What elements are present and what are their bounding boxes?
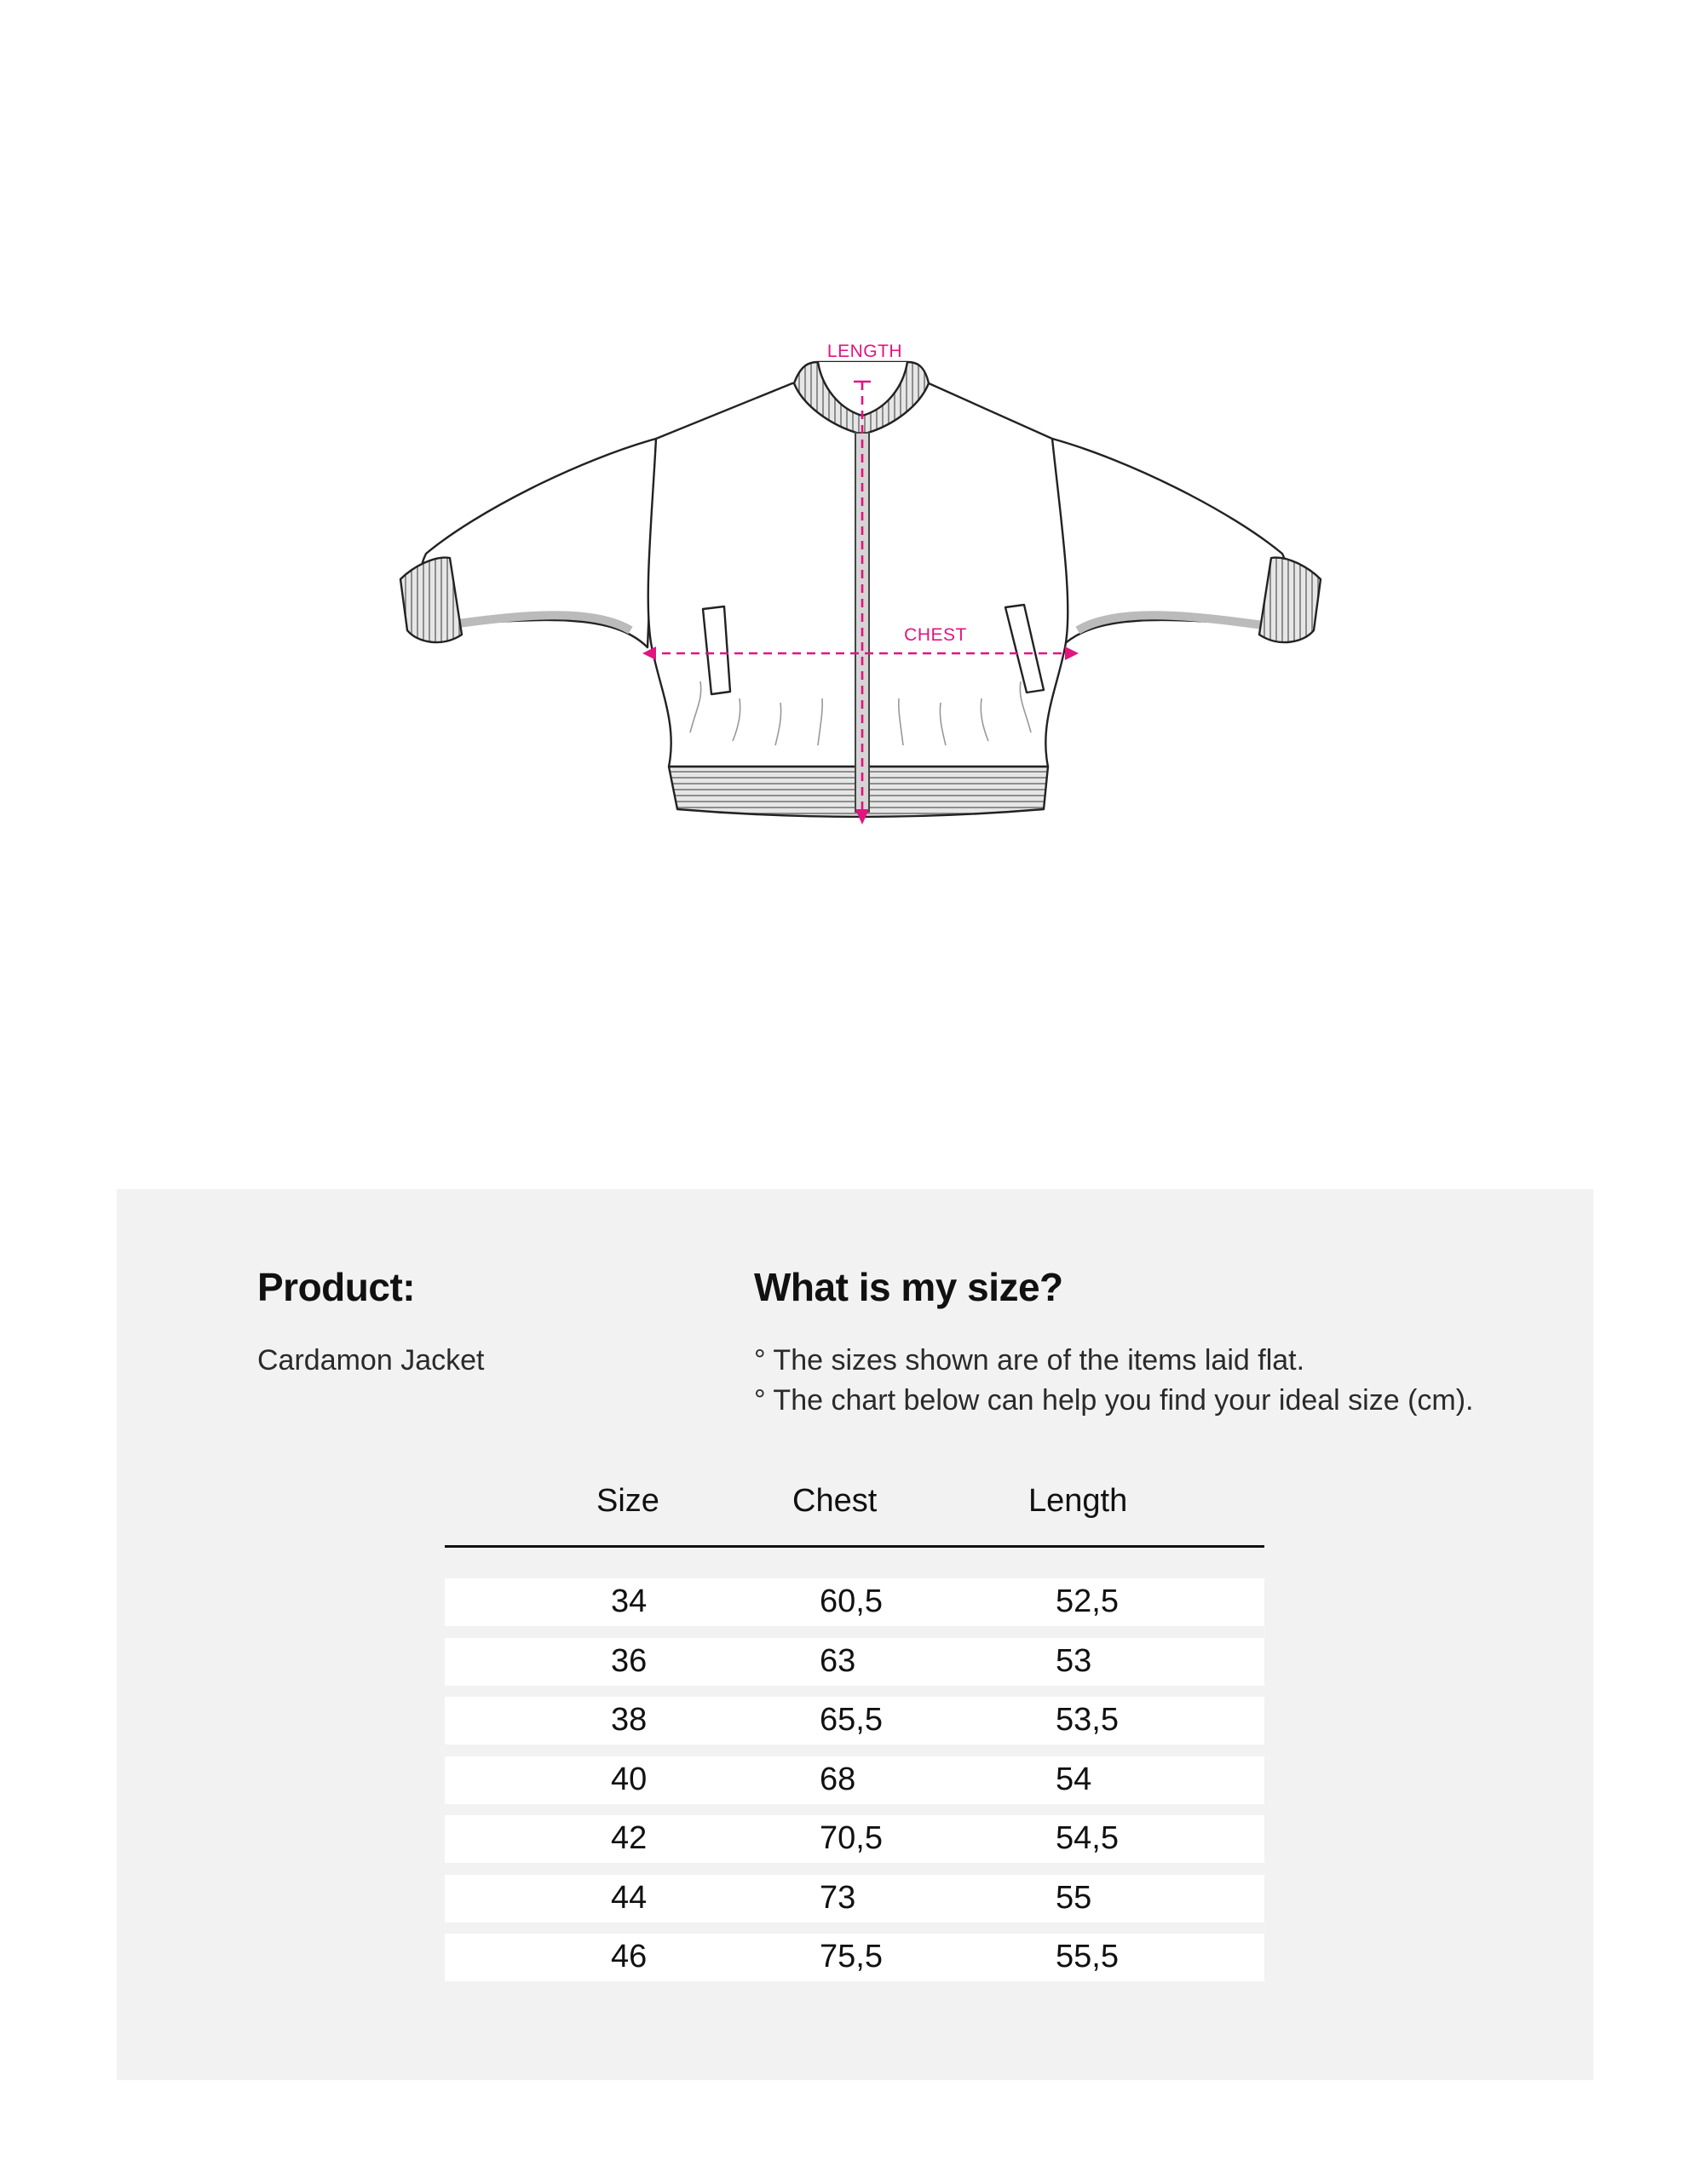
table-header — [445, 1479, 1264, 1548]
chest-cell: 75,5 — [820, 1939, 883, 1974]
size-cell: 40 — [611, 1761, 648, 1797]
size-cell: 46 — [611, 1939, 648, 1974]
column-header-chest: Chest — [792, 1483, 878, 1519]
size-cell: 38 — [611, 1702, 648, 1738]
length-cell: 54 — [1056, 1761, 1092, 1797]
table-row — [445, 1578, 1264, 1626]
table-row — [445, 1697, 1264, 1744]
jacket-measurement-diagram — [375, 324, 1346, 826]
table-row — [445, 1934, 1264, 1981]
product-heading: Product: — [257, 1265, 416, 1309]
length-label: LENGTH — [826, 342, 903, 361]
size-cell: 34 — [611, 1583, 648, 1619]
product-name: Cardamon Jacket — [257, 1344, 485, 1376]
table-row — [445, 1875, 1264, 1922]
chest-cell: 63 — [820, 1642, 856, 1679]
size-cell: 42 — [611, 1820, 648, 1856]
length-cell: 53 — [1056, 1642, 1092, 1679]
length-cell: 55,5 — [1056, 1939, 1119, 1974]
size-table — [445, 1479, 1264, 1993]
column-header-length: Length — [1028, 1483, 1128, 1519]
length-cell: 52,5 — [1056, 1583, 1119, 1619]
size-cell: 36 — [611, 1642, 648, 1679]
chest-cell: 68 — [820, 1761, 856, 1797]
size-guide-heading: What is my size? — [754, 1265, 1063, 1309]
table-row — [445, 1815, 1264, 1863]
chest-cell: 65,5 — [820, 1702, 883, 1738]
length-cell: 55 — [1056, 1879, 1092, 1916]
column-header-size: Size — [596, 1483, 659, 1519]
chest-cell: 70,5 — [820, 1820, 883, 1856]
size-cell: 44 — [611, 1879, 648, 1916]
chest-cell: 73 — [820, 1879, 856, 1916]
size-note: ° The sizes shown are of the items laid flat. — [754, 1344, 1305, 1376]
size-note: ° The chart below can help you find your ideal size (cm). — [754, 1384, 1474, 1417]
table-row — [445, 1638, 1264, 1686]
chest-label: CHEST — [904, 625, 967, 645]
table-row — [445, 1756, 1264, 1804]
length-cell: 53,5 — [1056, 1702, 1119, 1738]
length-cell: 54,5 — [1056, 1820, 1119, 1856]
chest-cell: 60,5 — [820, 1583, 883, 1619]
size-guide-panel — [117, 1189, 1593, 2080]
